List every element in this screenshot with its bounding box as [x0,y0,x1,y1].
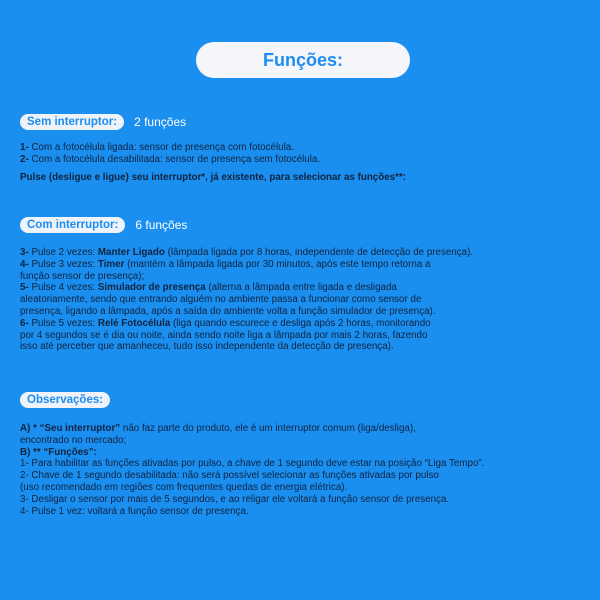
list-item: 4- Pulse 1 vez: voltará a função sensor de presença. [20,505,249,517]
item-pre: Pulse 3 vezes: [28,258,98,270]
list-item: 2- Chave de 1 segundo desabilitada: não será possível selecionar as funções ativadas por pulso [20,470,439,482]
list-item: (uso recomendado em regiões com frequentes quedas de energia elétrica). [20,481,348,493]
item-bold: Relé Fotocélula [97,317,171,329]
item-number: 5- [20,282,29,294]
section-sem-interruptor-header [20,114,186,130]
list-item: 3- Desligar o sensor por mais de 5 segundos, e ao religar ele voltará a função sensor de presença. [20,493,450,505]
item-text: (alterna a lâmpada entre ligada e desligada [205,282,397,294]
item-bold: Timer [97,258,125,270]
item-pre: Pulse 5 vezes: [28,317,98,329]
count-com-interruptor: 6 funções [135,218,188,232]
item-number: 1- [20,142,29,153]
pulse-instruction: Pulse (desligue e ligue) seu interruptor*, já existente, para selecionar as funções**: [20,171,407,183]
count-sem-interruptor: 2 funções [134,115,187,129]
section-sem-interruptor-body [20,142,585,183]
item-bold: Simulador de presença [97,282,206,294]
section-com-interruptor-header [20,217,187,233]
tag-com-interruptor: Com interruptor: [20,217,125,233]
note-a [20,423,585,435]
list-item-continuation: função sensor de presença); [20,270,145,282]
item-text: Com a fotocélula ligada: sensor de presença com fotocélula. [28,142,294,153]
section-observacoes-header [20,392,110,408]
section-observacoes-body [20,423,585,517]
note-a-continuation: encontrado no mercado; [20,434,127,446]
item-number: 6- [20,317,29,329]
item-text: Com a fotocélula desabilitada: sensor de presença sem fotocélula. [28,153,321,165]
item-pre: Pulse 2 vezes: [28,247,98,258]
list-item [20,154,585,166]
item-bold: Manter Ligado [97,247,165,258]
item-number: 3- [20,247,29,258]
list-item [20,259,585,271]
page-title-text: Funções: [262,49,343,70]
tag-observacoes: Observações: [20,392,110,408]
list-item [20,142,585,154]
page-title [196,42,410,78]
list-item-continuation: presença, ligando a lâmpada, após a saída do ambiente volta a função simulador de presença). [20,305,436,317]
tag-sem-interruptor: Sem interruptor: [20,114,124,130]
item-text: (liga quando escurece e desliga após 2 horas, monitorando [170,317,431,329]
list-item-continuation: isso até perceber que amanheceu, tudo isso independente da detecção de presença). [20,341,394,353]
list-item [20,247,585,259]
note-a-lead: A) * “Seu interruptor” [20,423,121,434]
note-b-lead: B) ** “Funções”: [20,446,97,458]
list-item: 1- Para habilitar as funções ativadas por pulso, a chave de 1 segundo deve estar na posição “Liga Tempo”. [20,458,485,470]
note-b-heading [20,447,585,459]
section-com-interruptor-body [20,247,585,353]
list-item [20,318,585,330]
list-item [20,282,585,294]
note-a-text: não faz parte do produto, ele é um interruptor comum (liga/desliga), [120,423,416,434]
item-number: 4- [20,258,29,270]
item-text: (mantém a lâmpada ligada por 30 minutos, após este tempo retorna a [124,258,431,270]
list-item-continuation: aleatoriamente, sendo que entrando alguém no ambiente passa a funcionar como sensor de [20,294,422,306]
item-number: 2- [20,153,29,165]
item-pre: Pulse 4 vezes: [28,282,98,294]
list-item-continuation: por 4 segundos se é dia ou noite, ainda sendo noite liga a lâmpada por mais 2 horas, fazendo [20,329,428,341]
item-text: (lâmpada ligada por 8 horas, independente de detecção de presença). [164,247,474,258]
